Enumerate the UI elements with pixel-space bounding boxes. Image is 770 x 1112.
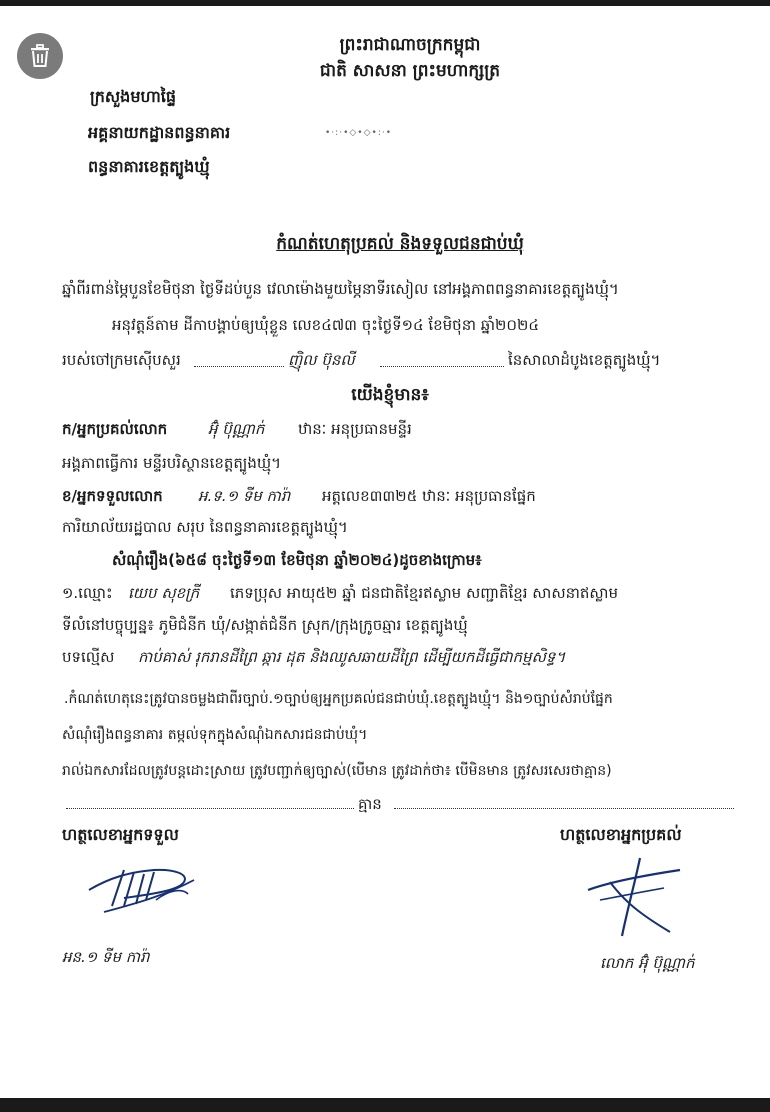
receiver-signature-label: ហត្ថលេខាអ្នកទទួល [62, 825, 179, 844]
receiver-label: ខ/អ្នកទទួលលោក [62, 487, 163, 505]
ministry-name: ក្រសួងមហាផ្ទៃ [90, 87, 177, 106]
none-value: គ្មាន [358, 795, 382, 813]
document-title: កំណត់ហេតុប្រគល់ និងទទួលជនជាប់ឃុំ [276, 234, 524, 254]
motto-heading: ជាតិ សាសនា ព្រះមហាក្សត្រ [319, 61, 501, 81]
prisoner-details: ភេទប្រុស អាយុ៥២ ឆ្នាំ ជនជាតិខ្មែរឥស្លាម សញ្ជាតិខ្មែរ សាសនាឥស្លាម [230, 584, 619, 602]
case-file-heading: សំណុំរឿង(៦៥៨ ចុះថ្ងៃទី១៣ ខែមិថុនា ឆ្នាំ២០២៤)ដូចខាងក្រោម៖ [112, 551, 482, 569]
note-pending-docs: រាល់ឯកសារដែលត្រូវបន្តដោះស្រាយ ត្រូវបញ្ជាក់ឲ្យច្បាស់(បើមាន ត្រូវដាក់ថា៖ បើមិនមាន ត្រូវសរសេរថាគ្មាន) [62, 763, 612, 779]
body-line-date: ឆ្នាំពីរពាន់ម្ភៃបួនខែមិថុនា ថ្ងៃទីដប់បួន វេលាម៉ោងមួយម្ភៃនាទីរសៀល នៅអង្គភាពពន្ធនាគារខេត្តត្បូងឃ្មុំ។ [62, 280, 619, 298]
receiver-signed-name: អន.១ ទីម ការ៉ា [62, 948, 150, 966]
giver-rank: ឋានៈ អនុប្រធានមន្ទីរ [298, 420, 412, 438]
note-copies: .កំណត់ហេតុនេះត្រូវបានចម្លងជាពីរច្បាប់.១ច្បាប់ឲ្យអ្នកប្រគល់ជនជាប់ឃុំ.ខេត្តត្បូងឃ្មុំ។ និង១ច្បាប់សំរាប់ផ្នែក [64, 691, 613, 707]
kingdom-heading: ព្រះរាជាណាចក្រកម្ពុជា [339, 35, 481, 55]
giver-signature-label: ហត្ថលេខាអ្នកប្រគល់ [560, 825, 682, 844]
department-name: អគ្គនាយកដ្ឋានពន្ធនាគារ [88, 123, 231, 142]
receiver-rank: អត្តលេខ៣៣២៥ ឋានៈ អនុប្រធានផ្នែក [322, 487, 536, 505]
charge-text: កាប់គាស់ រុករានដីព្រៃ ឆ្ការ ដុត និងឈូសឆាយដីព្រៃ ដើម្បីយកដីធ្វើជាកម្មសិទ្ធ។ [138, 648, 566, 666]
dotted-leader [380, 366, 504, 367]
giver-label: ក/អ្នកប្រគល់លោក [62, 420, 168, 438]
prisoner-name-label: ១.ឈ្មោះ [62, 584, 113, 602]
charge-label: បទល្មើស [62, 648, 115, 666]
note-archive: សំណុំរឿងពន្ធនាគារ តម្កល់ទុកក្នុងសំណុំឯកសារជនជាប់ឃុំ។ [62, 727, 368, 743]
prison-name: ពន្ធនាគារខេត្តត្បូងឃ្មុំ [88, 157, 210, 176]
ornament-divider: •·:·•◇•◇•:·• [325, 128, 393, 138]
dotted-leader [66, 808, 354, 809]
giver-signed-name: លោក អ៊ុំ ប៊ុណ្ណាក់ [600, 954, 695, 972]
prisoner-address: ទីលំនៅបច្ចុប្បន្ន៖ ភូមិជំនីក ឃុំ/សង្កាត់ជំនីក ស្រុក/ក្រុងក្រូចឆ្មារ ខេត្តត្បូងឃ្មុំ [62, 616, 468, 634]
prisoner-name: យេប សុខក្រី [128, 584, 200, 602]
receiver-name: អ.ទ.១ ទីម ការ៉ា [198, 487, 291, 505]
judge-name: ញ៉ិល ប៊ុនលី [288, 351, 355, 369]
giver-signature-mark [580, 852, 690, 942]
dotted-leader [394, 808, 734, 809]
body-line-order: អនុវត្តន៍តាម ដីកាបង្គាប់ឲ្យឃុំខ្លួន លេខ៤៧៣ ចុះថ្ងៃទី១៤ ខែមិថុនា ឆ្នាំ២០២៤ [112, 316, 539, 334]
receiver-signature-mark [84, 860, 204, 920]
we-have-heading: យើងខ្ញុំមាន៖ [351, 385, 429, 405]
receiver-unit: ការិយាល័យរដ្ឋបាល សរុប នៃពន្ធនាគារខេត្តត្បូងឃ្មុំ។ [62, 518, 348, 536]
court-name: នៃសាលាដំបូងខេត្តត្បូងឃ្មុំ។ [508, 351, 661, 369]
judge-label: របស់ចៅក្រមស៊ើបសួរ [62, 351, 181, 369]
bottom-edge-bar [0, 1098, 770, 1112]
dotted-leader [194, 366, 284, 367]
giver-name: អ៊ុំ ប៊ុណ្ណាក់ [208, 420, 265, 438]
giver-unit: អង្គភាពធ្វើការ មន្ទីរបរិស្ថានខេត្តត្បូងឃ្មុំ។ [62, 454, 282, 472]
